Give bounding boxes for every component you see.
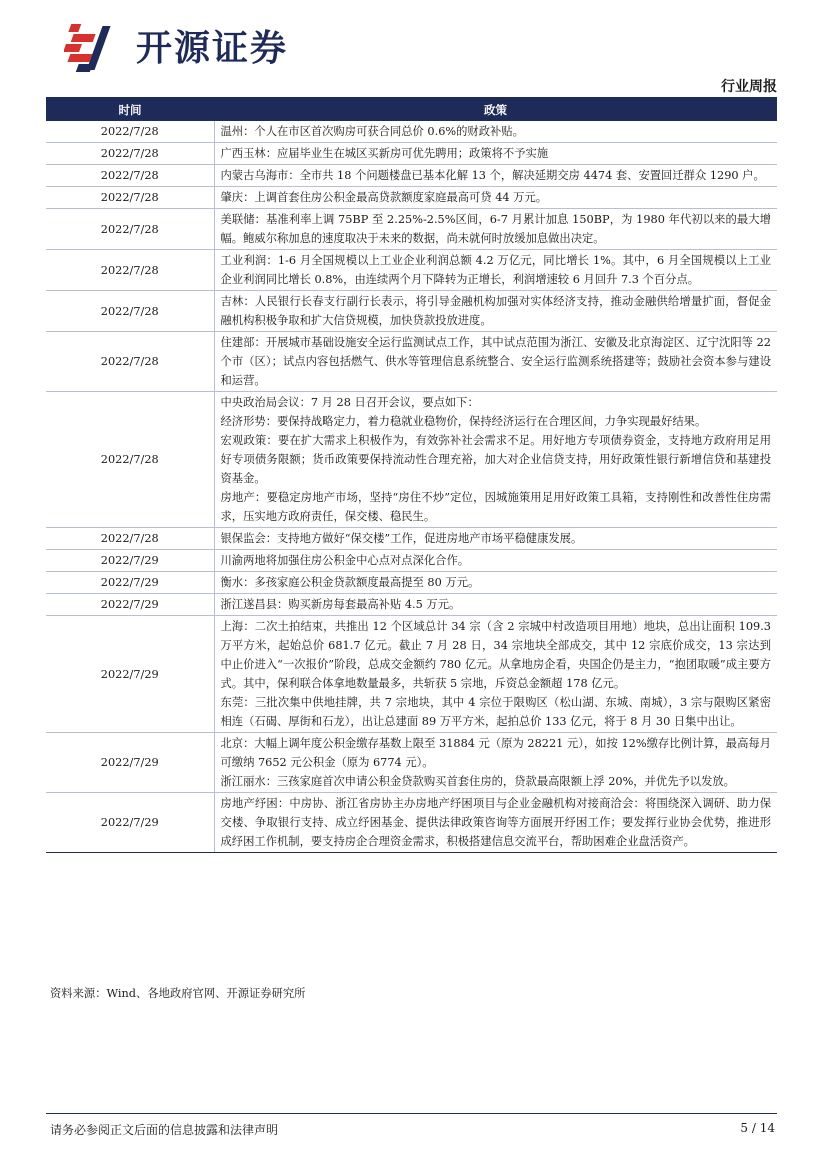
row-policy — [214, 594, 777, 616]
row-policy — [214, 392, 777, 528]
policy-paragraph: 经济形势：要保持战略定力，着力稳就业稳物价，保持经济运行在合理区间，力争实现最好结果。 — [220, 415, 707, 428]
table-row — [46, 594, 777, 616]
policy-paragraph: 美联储：基准利率上调 75BP 至 2.25%-2.5%区间，6-7 月累计加息 150BP，为 1980 年代初以来的最大增幅。鲍威尔称加息的速度取决于未来的数据，尚未就何时放缓加息做出决定。 — [220, 213, 771, 245]
policy-paragraph: 东莞：三批次集中供地挂牌，共 7 宗地块，其中 4 宗位于限购区（松山湖、东城、南城），3 宗与限购区紧密相连（石碣、厚街和石龙），出让总建面 89 万平方米，起拍总价 133 亿元，将于 8 月 30 日集中出让。 — [220, 696, 771, 728]
row-policy — [214, 793, 777, 853]
column-header-date: 时间 — [46, 99, 214, 121]
row-date: 2022/7/28 — [46, 209, 214, 250]
policy-paragraph: 住建部：开展城市基础设施安全运行监测试点工作，其中试点范围为浙江、安徽及北京海淀区、辽宁沈阳等 22 个市（区）；试点内容包括燃气、供水等管理信息系统整合、安全运行监测系统搭建等；鼓励社会资本参与建设和运营。 — [220, 336, 771, 387]
table-row — [46, 550, 777, 572]
row-date: 2022/7/29 — [46, 616, 214, 733]
policy-table-body — [46, 121, 777, 853]
table-header-row — [46, 99, 777, 121]
row-date: 2022/7/28 — [46, 187, 214, 209]
row-policy — [214, 616, 777, 733]
footer-disclaimer: 请务必参阅正文后面的信息披露和法律声明 — [50, 1123, 279, 1137]
table-row — [46, 733, 777, 793]
table-row — [46, 187, 777, 209]
policy-paragraph: 吉林：人民银行长春支行副行长表示，将引导金融机构加强对实体经济支持，推动金融供给增量扩面，督促金融机构积极争取和扩大信贷规模，加快贷款投放进度。 — [220, 295, 771, 327]
source-note: 资料来源：Wind、各地政府官网、开源证券研究所 — [50, 987, 306, 1000]
row-policy — [214, 209, 777, 250]
table-row — [46, 250, 777, 291]
row-policy — [214, 187, 777, 209]
table-row — [46, 209, 777, 250]
table-row — [46, 793, 777, 853]
row-date: 2022/7/29 — [46, 550, 214, 572]
policy-paragraph: 川渝两地将加强住房公积金中心点对点深化合作。 — [220, 554, 470, 567]
policy-paragraph: 广西玉林：应届毕业生在城区买新房可优先聘用；政策将不予实施 — [220, 147, 549, 160]
row-date: 2022/7/28 — [46, 143, 214, 165]
table-row — [46, 143, 777, 165]
table-row — [46, 165, 777, 187]
table-row — [46, 332, 777, 392]
row-date: 2022/7/29 — [46, 594, 214, 616]
policy-paragraph: 衡水：多孩家庭公积金贷款额度最高提至 80 万元。 — [220, 576, 480, 589]
table-row — [46, 572, 777, 594]
row-date: 2022/7/29 — [46, 572, 214, 594]
policy-paragraph: 工业利润：1-6 月全国规模以上工业企业利润总额 4.2 万亿元，同比增长 1%。其中，6 月全国规模以上工业企业利润同比增长 0.8%，由连续两个月下降转为正增长，利润增速较 6 月回升 7.3 个百分点。 — [220, 254, 771, 286]
row-policy — [214, 572, 777, 594]
row-policy — [214, 250, 777, 291]
row-date: 2022/7/28 — [46, 528, 214, 550]
policy-paragraph: 房地产：要稳定房地产市场，坚持“房住不炒”定位，因城施策用足用好政策工具箱，支持刚性和改善性住房需求，压实地方政府责任，保交楼、稳民生。 — [220, 491, 771, 523]
brand-name: 开源证券 — [136, 28, 289, 69]
row-date: 2022/7/29 — [46, 793, 214, 853]
row-policy — [214, 528, 777, 550]
policy-paragraph: 银保监会：支持地方做好“保交楼”工作，促进房地产市场平稳健康发展。 — [220, 532, 583, 545]
policy-paragraph: 宏观政策：要在扩大需求上积极作为，有效弥补社会需求不足。用好地方专项债券资金，支持地方政府用足用好专项债务限额；货币政策要保持流动性合理充裕，加大对企业信贷支持，用好政策性银行新增信贷和基建投资基金。 — [220, 434, 771, 485]
table-row — [46, 392, 777, 528]
column-header-policy: 政策 — [214, 99, 777, 121]
row-date: 2022/7/28 — [46, 121, 214, 143]
row-policy — [214, 143, 777, 165]
row-date: 2022/7/28 — [46, 250, 214, 291]
brand-logo-icon — [64, 22, 124, 74]
table-row — [46, 291, 777, 332]
policy-paragraph: 房地产纾困：中房协、浙江省房协主办房地产纾困项目与企业金融机构对接商洽会：将围绕深入调研、助力保交楼、争取银行支持、成立纾困基金、提供法律政策咨询等方面展开纾困工作；要发挥行业协会优势，推进形成纾困工作机制，要支持房企合理资金需求，积极搭建信息交流平台，帮助困难企业盘活资产。 — [220, 797, 771, 848]
page-number: 5 / 14 — [740, 1121, 775, 1135]
row-date: 2022/7/29 — [46, 733, 214, 793]
policy-paragraph: 上海：二次土拍结束，共推出 12 个区域总计 34 宗（含 2 宗城中村改造项目用地）地块，总出让面积 109.3 万平方米，起始总价 681.7 亿元。截止 7 月 28 日，34 宗地块全部成交，其中 12 宗底价成交，13 宗达到中止价进入“一次报价”阶段，总成交金额约 780 亿元。从拿地房企看，央国企仍是主力，“抱团取暖”成主要方式。其中，保利联合体拿地数量最多，共斩获 5 宗地，斥资总金额超 178 亿元。 — [220, 620, 771, 690]
row-date: 2022/7/28 — [46, 332, 214, 392]
row-policy — [214, 121, 777, 143]
footer-divider — [46, 1113, 777, 1114]
report-type-label: 行业周报 — [721, 79, 777, 95]
table-row — [46, 616, 777, 733]
row-policy — [214, 291, 777, 332]
policy-paragraph: 北京：大幅上调年度公积金缴存基数上限至 31884 元（原为 28221 元），如按 12%缴存比例计算，最高每月可缴纳 7652 元公积金（原为 6774 元）。 — [220, 737, 771, 769]
row-date: 2022/7/28 — [46, 392, 214, 528]
row-policy — [214, 165, 777, 187]
policy-paragraph: 浙江遂昌县：购买新房每套最高补贴 4.5 万元。 — [220, 598, 461, 611]
row-date: 2022/7/28 — [46, 291, 214, 332]
policy-table — [46, 99, 777, 853]
row-policy — [214, 733, 777, 793]
row-policy — [214, 332, 777, 392]
brand-logo — [64, 22, 324, 76]
policy-paragraph: 温州：个人在市区首次购房可获合同总价 0.6%的财政补贴。 — [220, 125, 524, 138]
policy-paragraph: 肇庆：上调首套住房公积金最高贷款额度家庭最高可贷 44 万元。 — [220, 191, 548, 204]
row-policy — [214, 550, 777, 572]
policy-paragraph: 内蒙古乌海市：全市共 18 个问题楼盘已基本化解 13 个，解决延期交房 4474 套、安置回迁群众 1290 户。 — [220, 169, 765, 182]
table-row — [46, 121, 777, 143]
row-date: 2022/7/28 — [46, 165, 214, 187]
table-row — [46, 528, 777, 550]
policy-paragraph: 中央政治局会议：7 月 28 日召开会议，要点如下： — [220, 396, 479, 409]
policy-paragraph: 浙江丽水：三孩家庭首次申请公积金贷款购买首套住房的，贷款最高限额上浮 20%，并优先予以发放。 — [220, 775, 735, 788]
